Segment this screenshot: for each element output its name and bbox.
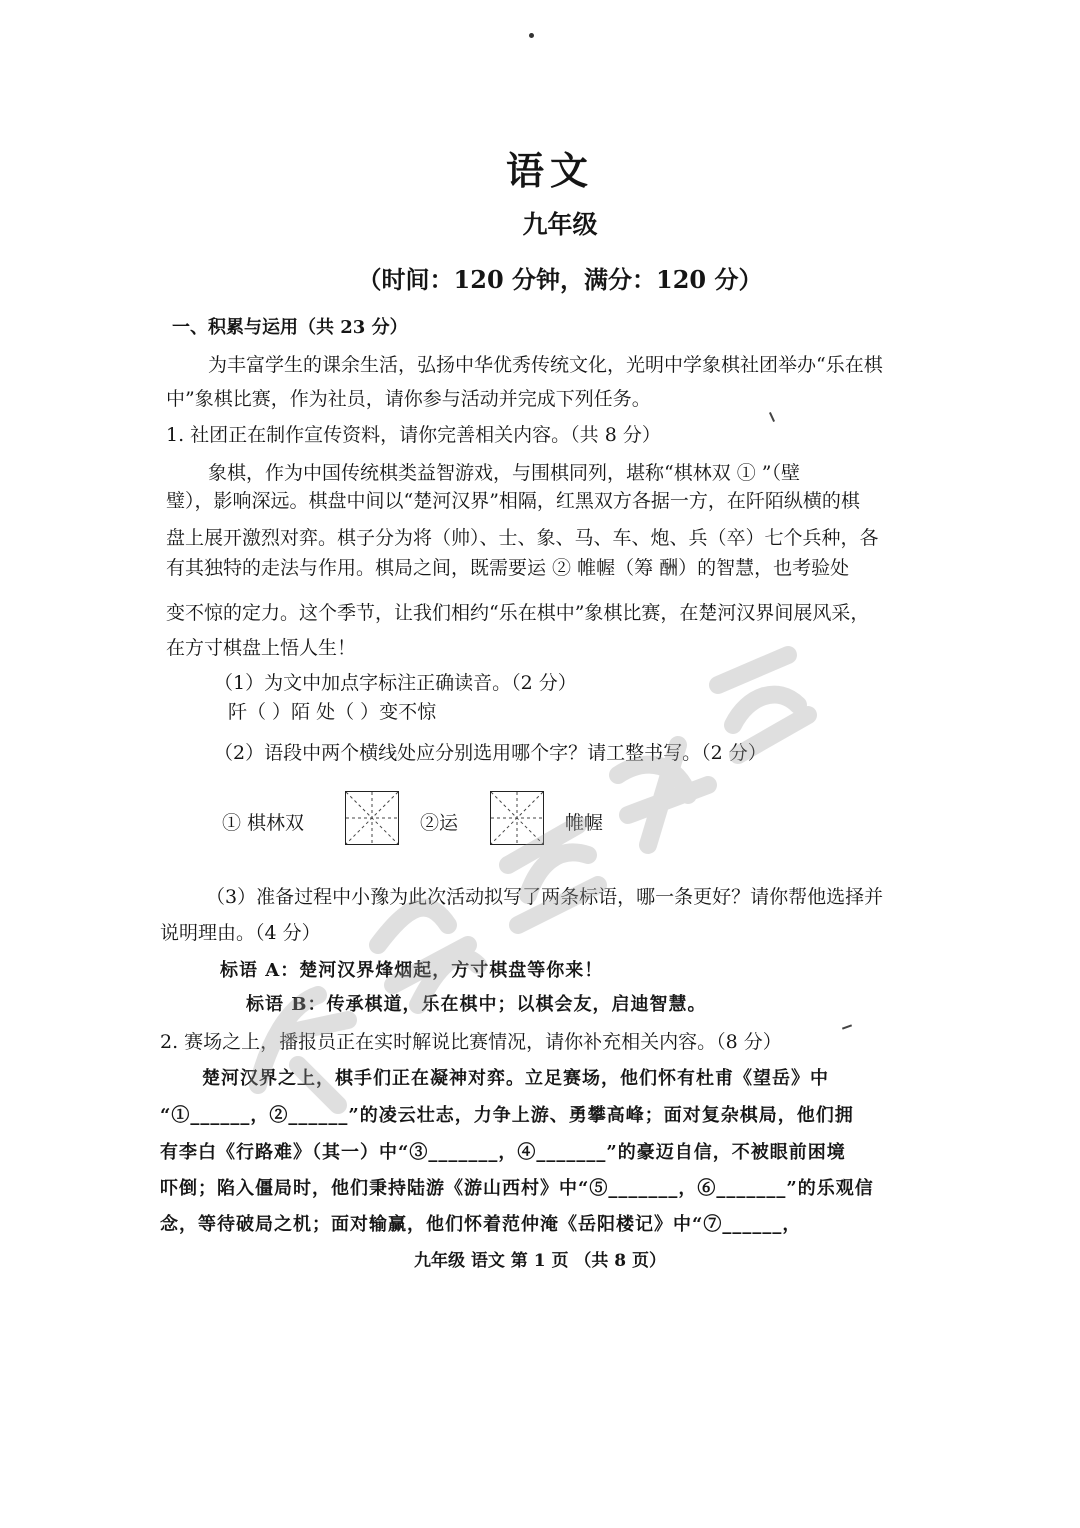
box-label: ②运	[420, 812, 459, 834]
pen-mark	[769, 412, 775, 422]
slogan-a: 标语 A：楚河汉界烽烟起，方寸棋盘等你来！	[220, 960, 604, 981]
question-2-line: “①______，②______”的凌云壮志，力争上游、勇攀高峰；面对复杂棋局，他们拥	[160, 1105, 854, 1126]
question-2-line: 吓倒；陷入僵局时，他们秉持陆游《游山西村》中“⑤_______，⑥_______”的乐观信	[160, 1178, 874, 1199]
writing-box-2[interactable]	[490, 791, 544, 845]
scan-dot	[529, 33, 534, 38]
box-label: 帷幄	[565, 812, 604, 834]
passage-line: 盘上展开激烈对弈。棋子分为将（帅）、士、象、马、车、炮、兵（卒）七个兵种，各	[166, 527, 879, 549]
pen-mark	[842, 1024, 852, 1029]
intro-line: 为丰富学生的课余生活，弘扬中华优秀传统文化，光明中学象棋社团举办“乐在棋	[208, 354, 883, 376]
sub-question-3: （3）准备过程中小豫为此次活动拟写了两条标语，哪一条更好？请你帮他选择并	[206, 886, 884, 908]
sub-question-1-answer: 阡（ ）陌 处（ ）变不惊	[228, 701, 437, 723]
exam-grade: 九年级	[522, 210, 598, 239]
mizi-grid-icon	[346, 792, 398, 844]
sub-question-3: 说明理由。（4 分）	[160, 922, 321, 944]
intro-line: 中”象棋比赛，作为社员，请你参与活动并完成下列任务。	[166, 388, 651, 410]
passage-line: 在方寸棋盘上悟人生！	[166, 637, 357, 659]
writing-box-1[interactable]	[345, 791, 399, 845]
exam-title: 语文	[505, 148, 594, 193]
page-footer: 九年级 语文 第 1 页 （共 8 页）	[413, 1251, 667, 1271]
question-2-stem: 2. 赛场之上，播报员正在实时解说比赛情况，请你补充相关内容。（8 分）	[160, 1031, 782, 1053]
passage-line: 璧），影响深远。棋盘中间以“楚河汉界”相隔，红黑双方各据一方，在阡陌纵横的棋	[166, 490, 860, 512]
passage-line: 有其独特的走法与作用。棋局之间，既需要运 ② 帷幄（筹 酬）的智慧，也考验处	[166, 557, 850, 579]
question-1-stem: 1. 社团正在制作宣传资料，请你完善相关内容。（共 8 分）	[166, 424, 661, 446]
section-heading: 一、积累与运用（共 23 分）	[172, 317, 408, 338]
box-label: ① 棋林双	[222, 812, 305, 834]
passage-line: 变不惊的定力。这个季节，让我们相约“乐在棋中”象棋比赛，在楚河汉界间展风采，	[166, 602, 870, 624]
mizi-grid-icon	[491, 792, 543, 844]
exam-time-info: （时间：120 分钟，满分：120 分）	[357, 265, 763, 294]
question-2-line: 念，等待破局之机；面对输赢，他们怀着范仲淹《岳阳楼记》中“⑦______，	[160, 1214, 802, 1235]
question-2-line: 楚河汉界之上，棋手们正在凝神对弈。立足赛场，他们怀有杜甫《望岳》中	[202, 1068, 829, 1089]
sub-question-2: （2）语段中两个横线处应分别选用哪个字？请工整书写。（2 分）	[214, 742, 767, 764]
question-2-line: 有李白《行路难》（其一）中“③_______，④_______”的豪迈自信，不被眼前困境	[160, 1142, 846, 1163]
passage-line: 象棋，作为中国传统棋类益智游戏，与围棋同列，堪称“棋林双 ① ”（壁	[208, 462, 801, 484]
sub-question-1: （1）为文中加点字标注正确读音。（2 分）	[214, 672, 577, 694]
slogan-b: 标语 B：传承棋道，乐在棋中；以棋会友，启迪智慧。	[246, 994, 707, 1015]
